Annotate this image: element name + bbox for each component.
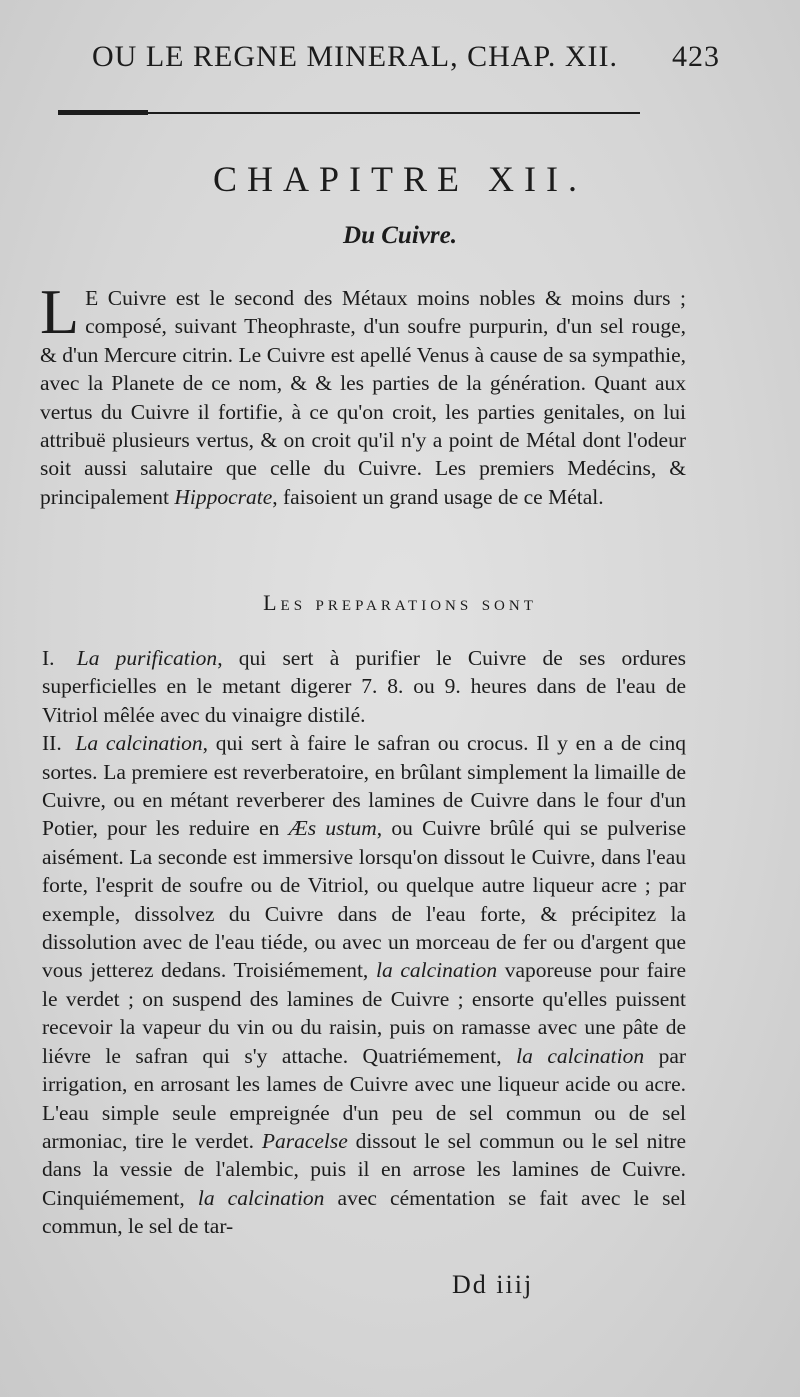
preparations-text	[42, 644, 686, 1241]
paragraph-term: La purification	[76, 646, 218, 670]
paragraph-calcination	[42, 729, 686, 1240]
paragraph-text: dissout le sel commun ou le sel nitre dans la vessie de l'alembic, puis il en arrose les lamines de Cuivre. Cinquiémement,	[42, 1128, 687, 1210]
running-title: OU LE REGNE MINERAL, CHAP. XII.	[92, 40, 618, 73]
paragraph-text: par irrigation, en arrosant les lames de Cuivre avec une liqueur acide ou acre. L'eau simple seule empreignée d'un peu de sel commun ou de sel armoniac, tire le verdet.	[42, 1043, 687, 1153]
paragraph-text: avec cémentation se fait avec le sel commun, le sel de tar-	[42, 1185, 687, 1239]
paragraph-text: , ou Cuivre brûlé qui se pulverise aisément. La seconde est immersive lorsqu'on dissout le Cuivre, dans l'eau forte, l'esprit de soufre ou de Vitriol, ou quelque autre liqueur acre ; par exemple, dissolvez du Cuivre dans de l'eau forte, & précipitez la dissolution avec de l'eau tiéde, ou avec un morceau de fer ou d'argent que vous jetterez dedans. Troisiémement,	[42, 816, 687, 983]
intro-text-a: E Cuivre est le second des Métaux moins nobles & moins durs ; composé, suivant Theophraste, d'un soufre purpurin, d'un sel rouge, & d'un Mercure citrin. Le Cuivre est apellé Venus à cause de sa sympathie, avec la Planete de ce nom, & & les parties de la génération. Quant aux vertus du Cuivre il fortifie, à ce qu'on croit, les parties genitales, on lui attribuë plusieurs vertus, & on croit qu'il n'y a point de Métal dont l'odeur soit aussi salutaire que celle du Cuivre. Les premiers Medécins, & principalement	[40, 286, 686, 509]
chapter-subtitle: Du Cuivre.	[343, 222, 457, 249]
italic-term: Paracelse	[261, 1128, 348, 1153]
paragraph-text: , qui sert à purifier le Cuivre de ses ordures superficielles en le metant digerer 7. 8. ou 9. heures dans de l'eau de Vitriol mêlée avec du vinaigre distilé.	[42, 646, 686, 727]
italic-term: la calcination	[375, 958, 498, 983]
page-header	[80, 40, 720, 84]
signature-mark: Dd iiij	[452, 1270, 534, 1299]
paragraph-purification	[42, 644, 686, 729]
chapter-title: CHAPITRE XII.	[213, 159, 587, 199]
header-rule	[58, 112, 640, 114]
paragraph-text: vaporeuse pour faire le verdet ; on suspend des lamines de Cuivre ; ensorte qu'elles puissent recevoir la vapeur du vin ou du raisin, puis on ramasse avec une pâte de liévre le safran qui s'y attache. Quatriémement,	[42, 958, 686, 1068]
page-number: 423	[672, 40, 720, 73]
drop-cap: L	[40, 276, 80, 347]
section-heading: Les preparations sont	[263, 590, 537, 615]
intro-italic-name: Hippocrate	[174, 484, 273, 509]
italic-term: la calcination	[197, 1185, 325, 1210]
intro-paragraph	[40, 276, 686, 511]
italic-term: la calcination	[516, 1043, 645, 1068]
paragraph-term: La calcination	[75, 731, 203, 756]
italic-term: Æs ustum	[288, 816, 377, 841]
paragraph-text: , qui sert à faire le safran ou crocus. Il y en a de cinq sortes. La premiere est reverberatoire, en brûlant simplement la limaille de Cuivre, ou en métant reverberer des lamines de Cuivre dans le four d'un Potier, pour les reduire en	[42, 731, 686, 841]
intro-text-b: , faisoient un grand usage de ce Métal.	[272, 484, 604, 509]
paragraph-number: I.	[42, 646, 55, 670]
paragraph-number: II.	[42, 731, 62, 756]
